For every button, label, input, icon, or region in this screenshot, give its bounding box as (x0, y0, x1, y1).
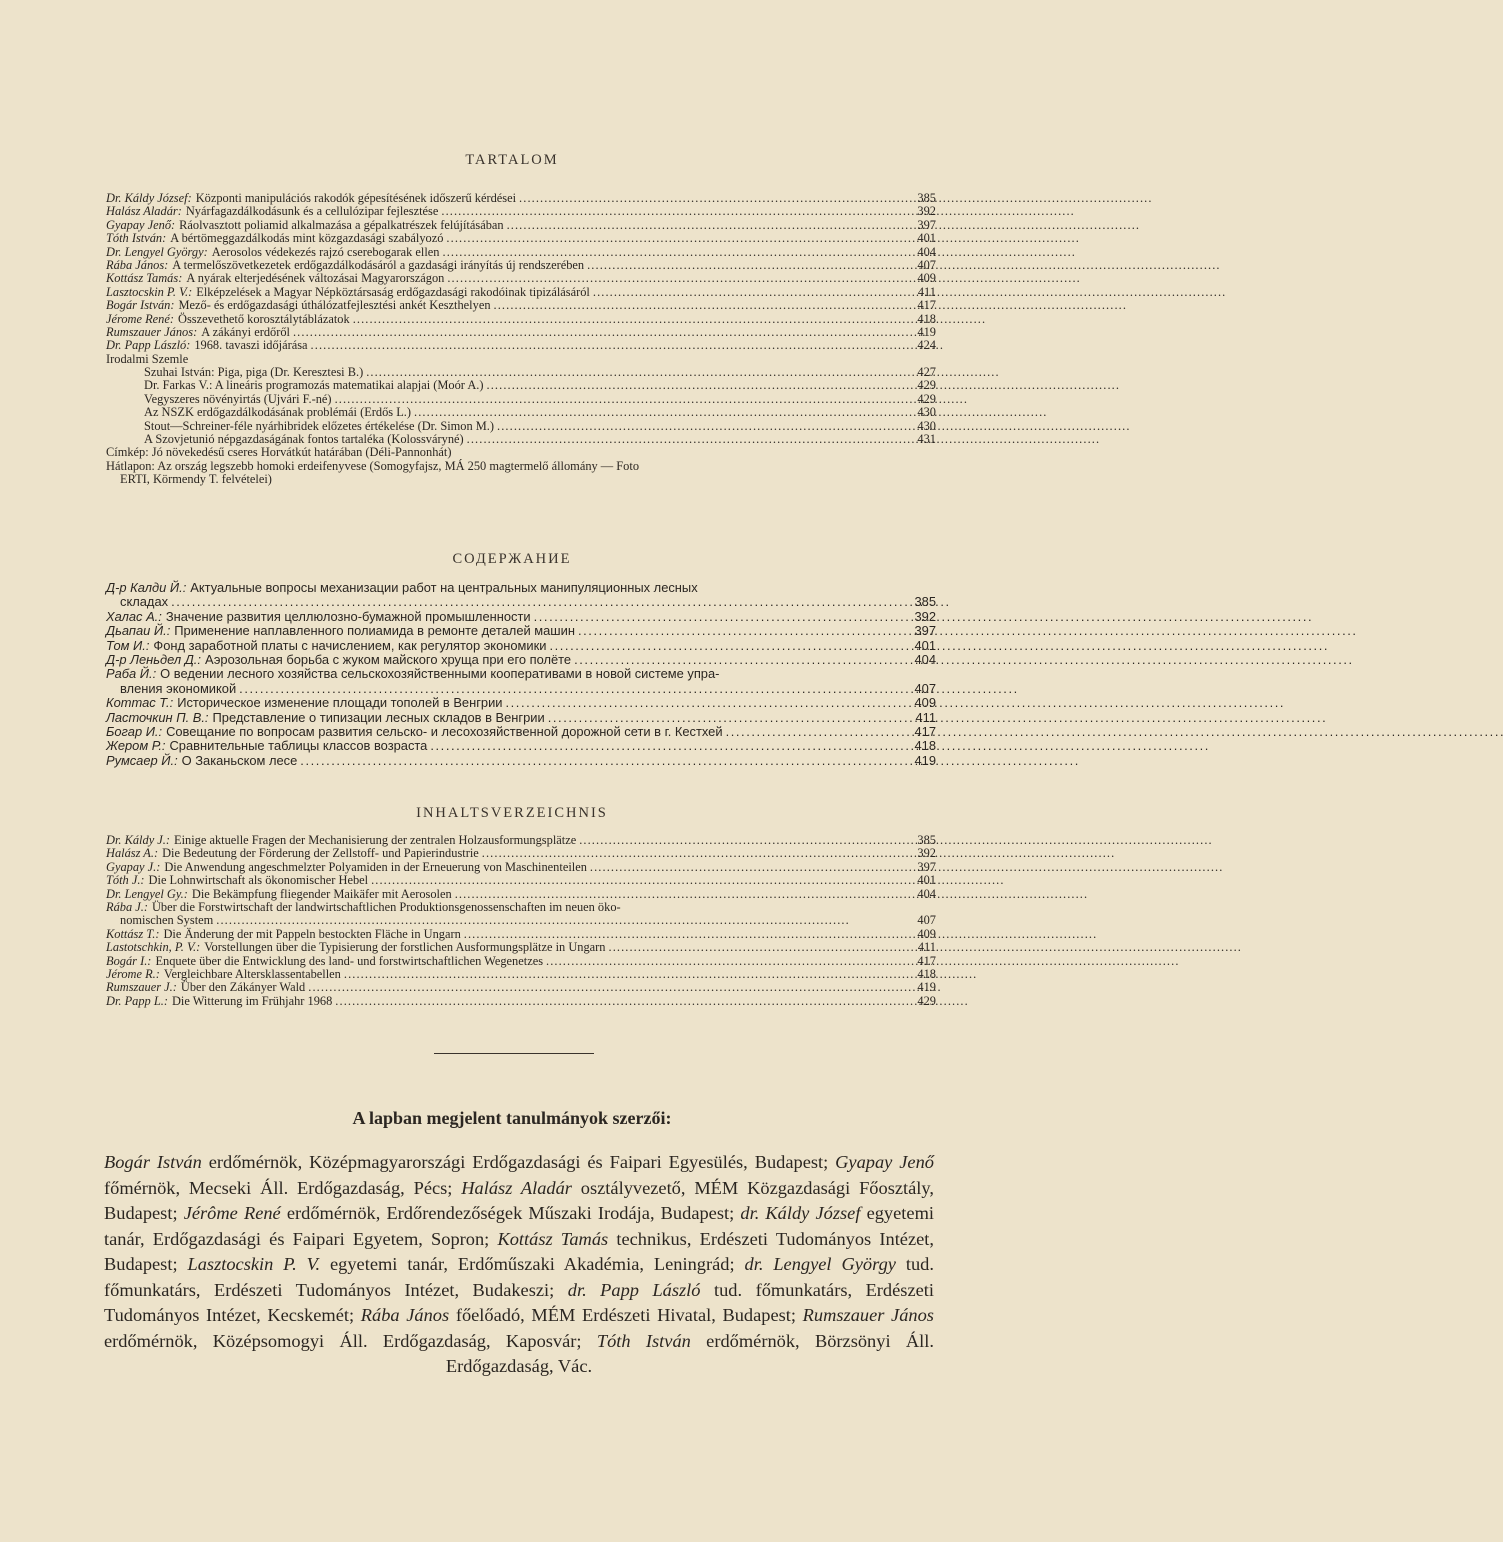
author-affiliation: egyetemi tanár, Erdőműszaki Akadémia, Leningrád; (330, 1254, 735, 1274)
de-row (106, 874, 936, 887)
de-row-text: Über die Forstwirtschaft der landwirtschaftlichen Produktionsgenossenschaften im neuen öko- (151, 899, 621, 914)
tartalom-row (106, 246, 936, 259)
tartalom-row-page: 409 (917, 271, 936, 286)
author-affiliation: főmérnök, Mecseki Áll. Erdőgazdaság, Pécs; (104, 1177, 453, 1198)
tartalom-row-page: 419 (917, 324, 936, 339)
leader-dots (507, 219, 911, 232)
de-row-text: Enquete über die Entwicklung des land- und forstwirtschaftlichen Wegenetzes (155, 953, 544, 968)
review-row-page: 429 (917, 378, 936, 393)
tartalom-row-page: 417 (917, 298, 936, 313)
de-row-author: Dr. Lengyel Gy.: (106, 886, 188, 901)
author-name: Jérôme René (183, 1203, 281, 1223)
author-affiliation: egyetemi tanár, Erdőgazdasági és Faipari Egyetem, Sopron; (104, 1203, 934, 1249)
tartalom-row-page: 392 (917, 204, 936, 219)
ru-row (106, 653, 936, 667)
leader-dots (414, 406, 911, 419)
de-row-page: 417 (917, 953, 936, 968)
ru-row-page: 409 (914, 695, 936, 711)
author-name: dr. Lengyel György (744, 1254, 896, 1274)
de-row-raba-cont (106, 914, 936, 927)
author-affiliation: osztályvezető, MÉM Közgazdasági Főosztály, Budapest; (104, 1177, 934, 1223)
tartalom-row (106, 272, 936, 285)
leader-dots (171, 595, 911, 609)
soderzhanie-title: СОДЕРЖАНИЕ (452, 551, 572, 567)
author-name: Lasztocskin P. V. (187, 1254, 321, 1274)
review-row-text: Szuhai István: Piga, piga (Dr. Keresztesi B.) (144, 365, 364, 380)
leader-dots (430, 739, 911, 753)
ru-row-text: О Заканьском лесе (181, 752, 298, 768)
leader-dots (446, 232, 911, 245)
de-row-page: 411 (917, 940, 936, 955)
tartalom-row-text: Központi manipulációs rakodók gépesítésének időszerű kérdései (195, 191, 517, 205)
leader-dots (467, 433, 911, 446)
ru-row-author: Коттас Т.: (106, 695, 174, 711)
leader-dots (534, 610, 911, 624)
ru-row-text: Сравнительные таблицы классов возраста (169, 738, 428, 754)
inhalt-list (106, 834, 936, 1008)
ru-row-kaldy-cont (106, 595, 936, 609)
tartalom-row (106, 192, 936, 205)
leader-dots (447, 272, 911, 285)
de-row-page: 419 (917, 980, 936, 995)
author-affiliation: erdőmérnök, Középmagyarországi Erdőgazdasági és Faipari Egyesülés, Budapest; (208, 1152, 829, 1172)
de-row (106, 928, 936, 941)
author-affiliation: technikus, Erdészeti Tudományos Intézet, Budapest; (104, 1228, 934, 1274)
tartalom-row-author: Bogár István: (106, 298, 175, 313)
tartalom-row-author: Dr. Káldy József: (106, 191, 192, 205)
ru-row-page: 397 (914, 623, 936, 639)
review-row-text: Az NSZK erdőgazdálkodásának problémái (Erdős L.) (144, 405, 411, 420)
leader-dots (505, 696, 911, 710)
leader-dots (308, 981, 911, 994)
author-name: Tóth István (596, 1330, 691, 1351)
de-row (106, 941, 936, 954)
ru-row-text: вления экономикой (120, 680, 237, 696)
tartalom-row-author: Lasztocskin P. V.: (106, 284, 193, 299)
leader-dots (335, 995, 911, 1008)
tartalom-row-text: Aerosolos védekezés rajzó cserebogarak ellen (211, 244, 440, 259)
leader-dots (455, 888, 911, 901)
tartalom-row (106, 205, 936, 218)
ru-row-author: Богар И.: (106, 723, 163, 739)
de-row-text: Die Änderung der mit Pappeln bestockten Fläche in Ungarn (163, 926, 461, 941)
review-row-page: 430 (917, 405, 936, 420)
ru-row-page: 407 (914, 680, 936, 696)
tartalom-row-text: Összevethető korosztálytáblázatok (178, 311, 350, 326)
author-affiliation: tud. főmunkatárs, Erdészeti Tudományos Intézet, Kecskemét; (104, 1279, 934, 1325)
leader-dots (464, 928, 911, 941)
de-row-author: Tóth J.: (106, 873, 145, 888)
author-name: Rumszauer János (802, 1305, 934, 1325)
ru-row-text: Совещание по вопросам развития сельско- и лесохозяйственной дорожной сети в г. Кестхей (166, 723, 723, 739)
de-row-author: Lastotschkin, P. V.: (106, 940, 201, 955)
ru-row-page: 411 (915, 709, 936, 725)
tartalom-row-page: 411 (917, 284, 936, 299)
ru-row-text: Фонд заработной платы с начислением, как регулятор экономики (153, 637, 547, 653)
tartalom-row-text: A zákányi erdőről (201, 324, 290, 339)
leader-dots (344, 968, 911, 981)
author-name: Gyapay Jenő (835, 1152, 934, 1172)
tartalom-row-text: A bértömeggazdálkodás mint közgazdasági szabályozó (170, 231, 444, 246)
ru-row-text: Значение развития целлюлозно-бумажной промышленности (165, 608, 531, 624)
ru-row (106, 754, 936, 768)
leader-dots (216, 914, 911, 927)
tartalom-rows (106, 192, 936, 353)
review-row (106, 406, 936, 419)
tartalom-row-text: Ráolvasztott poliamid alkalmazása a gépalkatrészek felújításában (179, 217, 504, 232)
leader-dots (548, 711, 911, 725)
de-row-page: 409 (917, 926, 936, 941)
de-row-text: Einige aktuelle Fragen der Mechanisierung der zentralen Holzausformungsplätze (174, 833, 577, 847)
tartalom-row (106, 326, 936, 339)
ru-row-text: складах (120, 594, 169, 610)
review-row (106, 379, 936, 392)
tartalom-row-text: Elképzelések a Magyar Népköztársaság erdőgazdasági rakodóinak tipizálásáról (196, 284, 590, 299)
authors-title: A lapban megjelent tanulmányok szerzői: (352, 1108, 672, 1128)
ru-row-kaldy (106, 581, 936, 595)
ru-row-text: Представление о типизации лесных складов в Венгрии (212, 709, 545, 725)
tartalom-row-author: Kottász Tamás: (106, 271, 183, 286)
tartalom-row-author: Jérome René: (106, 311, 174, 326)
de-row (106, 955, 936, 968)
de-row-text: nomischen System (120, 913, 214, 928)
tartalom-row (106, 339, 936, 352)
author-affiliation: tud. főmunkatárs, Erdészeti Tudományos Intézet, Budakeszi; (104, 1254, 934, 1300)
ru-row-page: 401 (914, 637, 936, 653)
review-row (106, 420, 936, 433)
review-row-page: 431 (917, 432, 936, 447)
tartalom-row-author: Dr. Papp László: (106, 338, 191, 353)
ru-row-page: 419 (914, 752, 936, 768)
review-row-text: A Szovjetunió népgazdaságának fontos tartaléka (Kolossváryné) (144, 432, 464, 447)
ru-row-page: 385 (914, 594, 936, 610)
ru-row-text: Применение наплавленного полиамида в ремонте деталей машин (174, 623, 575, 639)
author-affiliation: erdőmérnök, Erdőrendezőségek Műszaki Irodája, Budapest; (286, 1203, 735, 1223)
section-divider (434, 1053, 594, 1054)
tartalom-row-author: Rába János: (106, 257, 169, 272)
leader-dots (443, 246, 912, 259)
de-row-page: 392 (917, 846, 936, 861)
author-name: Rába János (360, 1305, 450, 1325)
de-row-text: Vorstellungen über die Typisierung der forstlichen Ausformungsplätze in Ungarn (204, 940, 606, 955)
leader-dots (300, 754, 911, 768)
leader-dots (494, 299, 911, 312)
leader-dots (726, 725, 911, 739)
author-name: Bogár István (104, 1152, 202, 1172)
de-row-author: Bogár I.: (106, 953, 152, 968)
author-name: Kottász Tamás (497, 1228, 609, 1249)
review-row-text: Stout—Schreiner-féle nyárhibridek előzetes értékelése (Dr. Simon M.) (144, 418, 495, 433)
ru-row-author: Ласточкин П. В.: (106, 709, 209, 725)
tartalom-row-page: 407 (917, 257, 936, 272)
ru-row (106, 696, 936, 710)
de-row-author: Dr. Káldy J.: (106, 833, 171, 847)
de-row-author: Halász A.: (106, 846, 159, 861)
tartalom-row-page: 397 (917, 217, 936, 232)
author-affiliation: erdőmérnök, Börzsönyi Áll. Erdőgazdaság, Vác. (445, 1330, 934, 1376)
de-row-page: 429 (917, 993, 936, 1008)
review-row-page: 429 (917, 391, 936, 406)
ru-row (106, 639, 936, 653)
ru-row-raba (106, 667, 936, 681)
de-row-page: 385 (917, 833, 936, 847)
ru-row (106, 624, 936, 638)
de-row-page: 407 (917, 913, 936, 928)
de-row (106, 847, 936, 860)
de-row-text: Über den Zákányer Wald (180, 980, 306, 995)
ru-row-text: Актуальные вопросы механизации работ на центральных манипуляционных лесных (190, 580, 698, 595)
ru-row-author: Том И.: (106, 637, 150, 653)
leader-dots (487, 379, 911, 392)
de-rows-a (106, 834, 936, 901)
review-rows (106, 366, 936, 446)
ru-row-author: Д-р Леньдел Д.: (106, 651, 201, 667)
review-row (106, 393, 936, 406)
review-heading: Irodalmi Szemle (106, 351, 189, 366)
de-row-page: 404 (917, 886, 936, 901)
tartalom-row-text: 1968. tavaszi időjárása (194, 338, 308, 353)
tartalom-row (106, 219, 936, 232)
de-row-page: 401 (917, 873, 936, 888)
ru-row (106, 739, 936, 753)
tartalom-title: TARTALOM (465, 152, 559, 168)
author-name: dr. Papp László (567, 1279, 701, 1300)
leader-dots (371, 874, 911, 887)
leader-dots (593, 286, 911, 299)
author-name: Halász Aladár (461, 1177, 572, 1198)
leader-dots (579, 834, 911, 847)
author-affiliation: főelőadó, MÉM Erdészeti Hivatal, Budapest; (455, 1305, 797, 1325)
leader-dots (239, 682, 911, 696)
leader-dots (353, 313, 911, 326)
de-row-author: Dr. Papp L.: (106, 993, 168, 1008)
back-caption-line1: Hátlapon: Az ország legszebb homoki erdeifenyvese (Somogyfajsz, MÁ 250 magtermelő állomány — Foto (106, 458, 640, 473)
leader-dots (609, 941, 912, 954)
ru-row (106, 610, 936, 624)
ru-row-author: Д-р Калди Й.: (106, 580, 187, 595)
tartalom-row-page: 401 (917, 231, 936, 246)
ru-row-page: 418 (914, 738, 936, 754)
tartalom-row (106, 232, 936, 245)
leader-dots (549, 639, 911, 653)
ru-row-author: Халас А.: (106, 608, 162, 624)
leader-dots (311, 339, 911, 352)
review-row (106, 366, 936, 379)
de-row-page: 397 (917, 859, 936, 874)
tartalom-row-text: Nyárfagazdálkodásunk és a cellulózipar fejlesztése (185, 204, 439, 219)
ru-row-author: Дьапаи Й.: (106, 623, 171, 639)
ru-row-author: Раба Й.: (106, 666, 157, 682)
leader-dots (587, 259, 911, 272)
ru-row-text: Историческое изменение площади тополей в Венгрии (177, 695, 503, 711)
ru-row (106, 711, 936, 725)
ru-row-author: Румсаер Й.: (106, 752, 178, 768)
de-row-text: Die Witterung im Frühjahr 1968 (171, 993, 333, 1008)
de-row-raba (106, 901, 936, 914)
tartalom-row-author: Tóth István: (106, 231, 167, 246)
ru-row-text: Аэрозольная борьба с жуком майского хруща при его полёте (204, 651, 572, 667)
tartalom-row (106, 313, 936, 326)
tartalom-row-author: Rumszauer János: (106, 324, 198, 339)
tartalom-row (106, 259, 936, 272)
de-row-author: Rumszauer J.: (106, 980, 177, 995)
tartalom-list (106, 192, 936, 487)
de-row-text: Vergleichbare Altersklassentabellen (163, 966, 341, 981)
review-row (106, 433, 936, 446)
soderzhanie-list (106, 581, 936, 768)
tartalom-row-author: Halász Aladár: (106, 204, 182, 219)
review-row-page: 427 (917, 365, 936, 380)
back-caption-line2: ERTI, Körmendy T. felvételei) (120, 472, 272, 487)
tartalom-row-page: 424 (917, 338, 936, 353)
tartalom-row-author: Dr. Lengyel György: (106, 244, 208, 259)
tartalom-row-page: 418 (917, 311, 936, 326)
ru-row-text: О ведении лесного хозяйства сельскохозяйственными кооперативами в новой системе упра- (160, 666, 720, 682)
de-row-page: 418 (917, 966, 936, 981)
authors-paragraph (104, 1150, 934, 1380)
de-row-text: Die Bedeutung der Förderung der Zellstoff- und Papierindustrie (162, 846, 479, 861)
ru-row-page: 404 (914, 651, 936, 667)
de-row (106, 861, 936, 874)
de-row-author: Jérome R.: (106, 966, 160, 981)
ru-row-raba-cont (106, 682, 936, 696)
tartalom-row-text: Mező- és erdőgazdasági úthálózatfejlesztési ankét Keszthelyen (178, 298, 491, 313)
leader-dots (482, 847, 911, 860)
ru-row-page: 417 (914, 723, 936, 739)
leader-dots (519, 192, 911, 205)
tartalom-row (106, 299, 936, 312)
de-row-text: Die Bekämpfung fliegender Maikäfer mit Aerosolen (191, 886, 452, 901)
ru-rows-a (106, 610, 936, 668)
ru-row-author: Жером Р.: (106, 738, 166, 754)
review-row-page: 430 (917, 418, 936, 433)
de-row (106, 888, 936, 901)
author-affiliation: erdőmérnök, Középsomogyi Áll. Erdőgazdaság, Kaposvár; (104, 1330, 582, 1351)
leader-dots (335, 393, 911, 406)
tartalom-row-page: 404 (917, 244, 936, 259)
review-row-text: Vegyszeres növényirtás (Ujvári F.-né) (144, 391, 332, 406)
ru-rows-b (106, 696, 936, 768)
leader-dots (366, 366, 911, 379)
ru-row (106, 725, 936, 739)
leader-dots (497, 420, 911, 433)
tartalom-row-text: A nyárak elterjedésének változásai Magyarországon (186, 271, 445, 286)
de-row-text: Die Anwendung angeschmelzter Polyamiden in der Erneuerung von Maschinenteilen (164, 859, 587, 874)
tartalom-row-text: A termelőszövetkezetek erdőgazdálkodásáról a gazdasági irányítás új rendszerében (172, 257, 585, 272)
leader-dots (441, 205, 911, 218)
tartalom-row-author: Gyapay Jenő: (106, 217, 176, 232)
tartalom-row (106, 286, 936, 299)
review-row-text: Dr. Farkas V.: A lineáris programozás matematikai alapjai (Moór A.) (144, 378, 484, 393)
cover-caption: Címkép: Jó növekedésű cseres Horvátkút határában (Déli-Pannonhát) (106, 445, 452, 460)
de-row (106, 995, 936, 1008)
leader-dots (590, 861, 911, 874)
de-row-author: Rába J.: (106, 899, 148, 914)
leader-dots (578, 624, 911, 638)
de-row-author: Kottász T.: (106, 926, 160, 941)
de-row (106, 981, 936, 994)
ru-row-page: 392 (914, 608, 936, 624)
leader-dots (546, 955, 911, 968)
tartalom-row-page: 385 (917, 191, 936, 205)
leader-dots (574, 653, 911, 667)
de-row (106, 834, 936, 847)
de-rows-b (106, 928, 936, 1008)
de-row (106, 968, 936, 981)
de-row-author: Gyapay J.: (106, 859, 161, 874)
de-row-text: Die Lohnwirtschaft als ökonomischer Hebel (148, 873, 369, 888)
author-name: dr. Káldy József (740, 1203, 861, 1223)
leader-dots (293, 326, 911, 339)
inhalt-title: INHALTSVERZEICHNIS (416, 805, 608, 821)
